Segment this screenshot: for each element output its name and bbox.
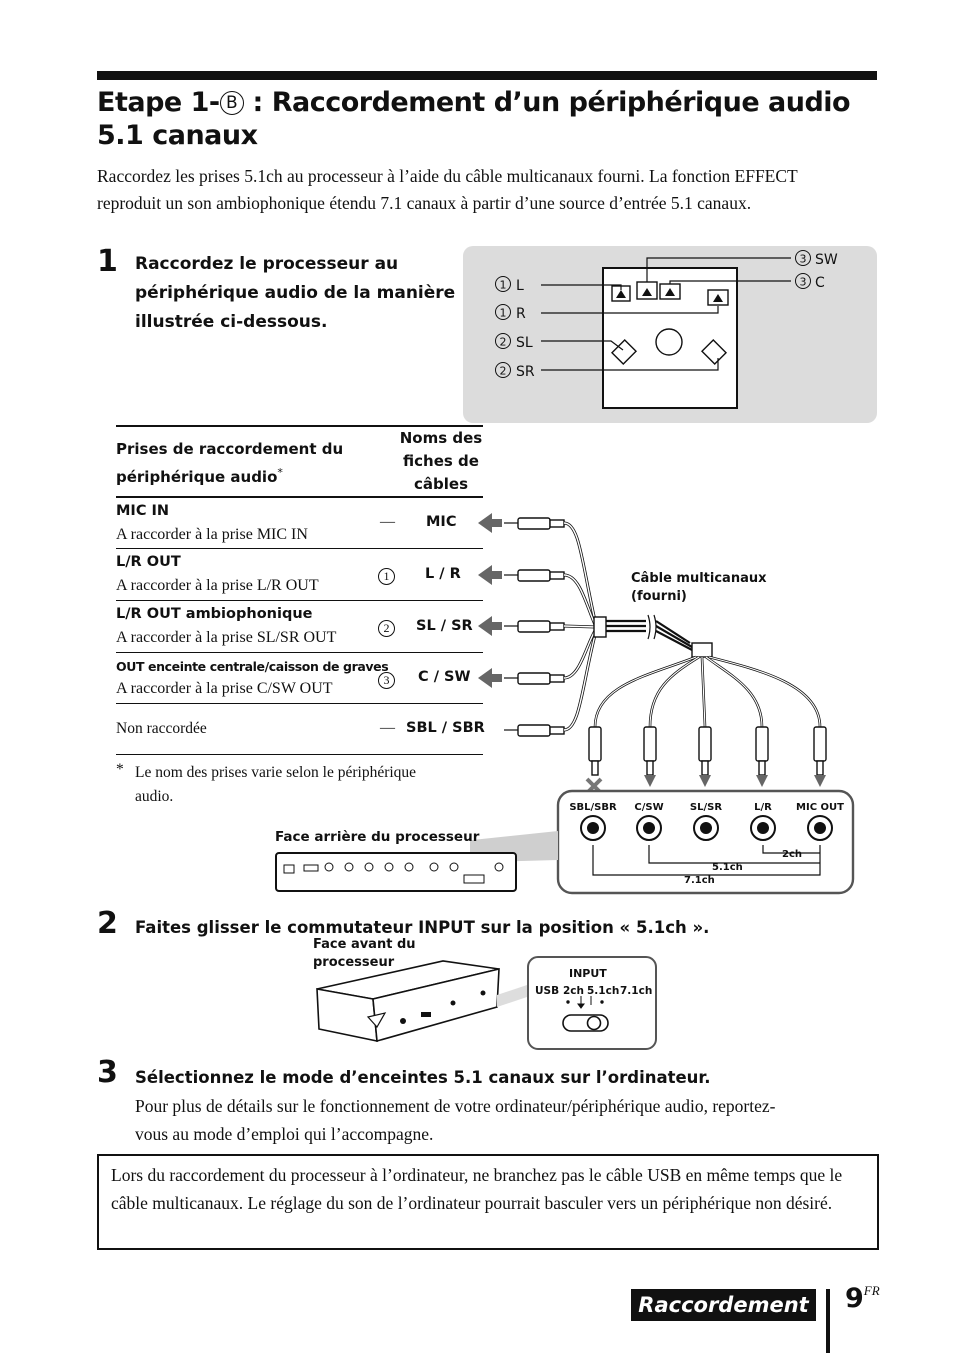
caption-line: processeur (313, 955, 395, 970)
table-header-col2 (395, 427, 487, 496)
switch-title: INPUT (569, 967, 607, 980)
row-desc: A raccorder à la prise SL/SR OUT (116, 629, 337, 646)
range-label: 2ch (782, 849, 803, 860)
table-header-line: Prises de raccordement du (116, 440, 344, 458)
arrow-icon (478, 565, 502, 585)
step3-number: 3 (97, 1055, 118, 1090)
row-divider (116, 600, 483, 601)
arrow-icon (756, 775, 768, 787)
title-prefix: Etape 1- (97, 87, 220, 118)
row-num: — (380, 514, 395, 530)
page-title (97, 86, 887, 152)
plug-name: C / SW (418, 669, 471, 685)
plug-name: L / R (425, 566, 461, 582)
title-line2: 5.1 canaux (97, 120, 258, 151)
jack-label: MIC OUT (796, 802, 844, 813)
plug-name: SL / SR (416, 618, 473, 634)
speaker-label-l: L (516, 278, 524, 294)
svg-text:2: 2 (499, 335, 507, 349)
row-desc: A raccorder à la prise C/SW OUT (116, 680, 333, 697)
switch-position-label: 2ch (563, 985, 585, 997)
row-desc: A raccorder à la prise MIC IN (116, 526, 308, 543)
switch-position-label: USB (535, 985, 560, 997)
title-circle-letter: B (220, 91, 244, 115)
speaker-label-sw: SW (815, 252, 838, 268)
step1-text (135, 250, 455, 337)
switch-position-label: 5.1ch (587, 985, 620, 997)
step3-title: Sélectionnez le mode d’enceintes 5.1 canaux sur l’ordinateur. (135, 1068, 711, 1087)
arrow-icon (478, 616, 502, 636)
footnote-marker: * (277, 466, 283, 479)
speaker-label-r: R (516, 306, 526, 322)
arrow-icon (478, 513, 502, 533)
rear-panel-caption: Face arrière du processeur (275, 829, 480, 845)
page-number (845, 1283, 880, 1314)
cable-label-line: (fourni) (631, 589, 687, 604)
row-label: OUT enceinte centrale/caisson de graves (116, 659, 389, 674)
step3-line: vous au mode d’emploi qui l’accompagne. (135, 1124, 434, 1144)
front-panel-device (313, 955, 663, 1055)
table-header-line: fiches de (403, 452, 479, 470)
step2-text: Faites glisser le commutateur INPUT sur la position « 5.1ch ». (135, 918, 710, 937)
intro-paragraph: Raccordez les prises 5.1ch au processeur à l’aide du câble multicanaux fourni. La fonction EFFECT reproduit un son ambiophonique étendu 7.1 canaux à partir d’une source d’entrée 5.1 canaux. (97, 166, 798, 213)
row-desc: A raccorder à la prise L/R OUT (116, 577, 319, 594)
row-num: 3 (378, 672, 395, 689)
jack-label: L/R (754, 802, 772, 813)
footer-rule (826, 1289, 830, 1353)
step3-line: Pour plus de détails sur le fonctionnement de votre ordinateur/périphérique audio, reportez- (135, 1096, 776, 1116)
row-label: MIC IN (116, 503, 170, 519)
section-tab: Raccordement (631, 1289, 816, 1321)
title-line1: : Raccordement d’un périphérique audio (243, 87, 851, 118)
plug-name: MIC (426, 514, 457, 530)
row-divider (116, 703, 483, 704)
step1-number: 1 (97, 244, 118, 279)
svg-text:1: 1 (499, 306, 507, 320)
table-bottom-rule (116, 754, 483, 755)
arrow-icon (644, 775, 656, 787)
speaker-label-sr: SR (516, 364, 535, 380)
rear-panel-device (274, 851, 520, 893)
footnote-line: Le nom des prises varie selon le périphérique (135, 764, 417, 781)
row-desc: Non raccordée (116, 720, 207, 737)
arrow-icon (478, 668, 502, 688)
row-num: — (380, 720, 395, 736)
speaker-label-c: C (815, 275, 825, 291)
step1-line: Raccordez le processeur au (135, 254, 399, 274)
row-label: L/R OUT (116, 554, 181, 570)
svg-text:2: 2 (499, 364, 507, 378)
row-num: 2 (378, 620, 395, 637)
table-header-line: câbles (414, 475, 468, 493)
step2-number: 2 (97, 906, 118, 941)
svg-text:1: 1 (499, 278, 507, 292)
arrow-icon (814, 775, 826, 787)
plug-name: SBL / SBR (406, 720, 485, 736)
footnote (135, 761, 416, 809)
switch-position-label: 7.1ch (620, 985, 653, 997)
arrow-icon (699, 775, 711, 787)
step1-line: périphérique audio de la manière (135, 283, 456, 303)
footnote-line: audio. (135, 788, 174, 805)
page-suffix: FR (863, 1283, 880, 1298)
table-header-rule (116, 496, 483, 498)
row-num: 1 (378, 568, 395, 585)
caption-line: Face avant du (313, 937, 416, 952)
note-box: Lors du raccordement du processeur à l’ordinateur, ne branchez pas le câble USB en même temps que le câble multicanaux. Le réglage du son de l’ordinateur pourrait basculer vers un périphérique non désiré. (97, 1154, 879, 1250)
step3-body (135, 1092, 776, 1148)
jack-label: SL/SR (689, 802, 723, 813)
cable-diagram (470, 505, 870, 905)
jack-label: SBL/SBR (569, 802, 617, 813)
range-label: 5.1ch (712, 862, 743, 873)
speaker-diagram (463, 246, 877, 423)
svg-text:3: 3 (799, 275, 807, 289)
title-rule (97, 71, 877, 80)
step1-line: illustrée ci-dessous. (135, 312, 328, 332)
row-label: L/R OUT ambiophonique (116, 606, 313, 622)
table-header-line: Noms des (399, 429, 483, 447)
jack-label: C/SW (634, 802, 664, 813)
footnote-marker: * (116, 761, 124, 778)
page-number-value: 9 (845, 1283, 864, 1314)
row-divider (116, 548, 483, 549)
table-header-line: périphérique audio (116, 468, 278, 486)
row-divider (116, 652, 483, 653)
table-header-col1 (116, 438, 386, 489)
cable-label-line: Câble multicanaux (631, 571, 767, 586)
range-label: 7.1ch (684, 875, 715, 886)
speaker-label-sl: SL (516, 335, 533, 351)
svg-text:3: 3 (799, 252, 807, 266)
listener-icon (656, 329, 682, 355)
